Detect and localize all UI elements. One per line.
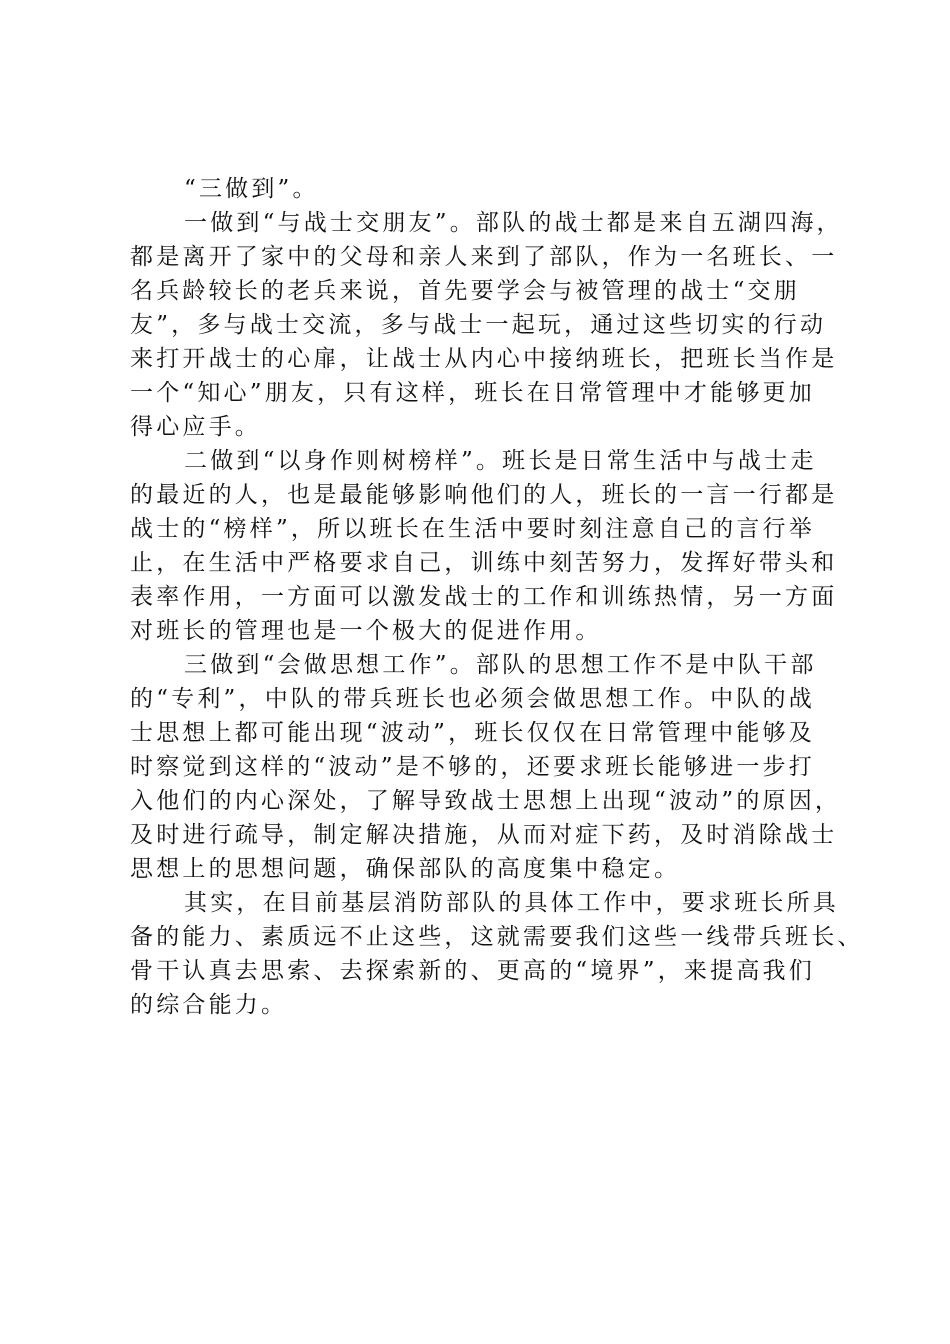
- text-line: 对班长的管理也是一个极大的促进作用。: [130, 618, 602, 644]
- text-line: 表率作用，一方面可以激发战士的工作和训练热情，另一方面: [130, 584, 838, 610]
- document-body: [130, 172, 864, 1022]
- text-line: 都是离开了家中的父母和亲人来到了部队，作为一名班长、一: [130, 244, 838, 270]
- text-line: 战士的“榜样”，所以班长在生活中要时刻注意自己的言行举: [130, 516, 815, 542]
- text-line: 名兵龄较长的老兵来说，首先要学会与被管理的战士“交朋: [130, 278, 800, 304]
- paragraph-second-point: [130, 444, 838, 648]
- text-line: 止，在生活中严格要求自己，训练中刻苦努力，发挥好带头和: [130, 550, 838, 576]
- text-line: 的最近的人，也是最能够影响他们的人，班长的一言一行都是: [130, 482, 838, 508]
- paragraph-conclusion: [130, 886, 864, 1022]
- text-line: 的“专利”，中队的带兵班长也必须会做思想工作。中队的战: [130, 686, 815, 712]
- text-line: 友”，多与战士交流，多与战士一起玩，通过这些切实的行动: [130, 312, 827, 338]
- paragraph-intro: [130, 172, 830, 206]
- paragraph-third-point: [130, 648, 842, 886]
- text-line: 骨干认真去思索、去探索新的、更高的“境界”，来提高我们: [130, 958, 815, 984]
- text-line: 备的能力、素质远不止这些，这就需要我们这些一线带兵班长、: [130, 924, 864, 950]
- text-line: 的综合能力。: [130, 992, 288, 1018]
- text-line: “三做到”。: [184, 176, 319, 202]
- text-line: 三做到“会做思想工作”。部队的思想工作不是中队干部: [184, 652, 817, 678]
- text-line: 二做到“以身作则树榜样”。班长是日常生活中与战士走: [184, 448, 817, 474]
- paragraph-first-point: [130, 206, 843, 444]
- text-line: 时察觉到这样的“波动”是不够的，还要求班长能够进一步打: [130, 754, 815, 780]
- text-line: 其实，在目前基层消防部队的具体工作中，要求班长所具: [184, 890, 839, 916]
- text-line: 思想上的思想问题，确保部队的高度集中稳定。: [130, 856, 681, 882]
- text-line: 及时进行疏导，制定解决措施，从而对症下药，及时消除战士: [130, 822, 838, 848]
- text-line: 来打开战士的心扉，让战士从内心中接纳班长，把班长当作是: [130, 346, 838, 372]
- text-line: 一做到“与战士交朋友”。部队的战士都是来自五湖四海，: [184, 210, 843, 236]
- text-line: 士思想上都可能出现“波动”，班长仅仅在日常管理中能够及: [130, 720, 815, 746]
- text-line: 得心应手。: [130, 414, 261, 440]
- text-line: 一个“知心”朋友，只有这样，班长在日常管理中才能够更加: [130, 380, 815, 406]
- text-line: 入他们的内心深处，了解导致战士思想上出现“波动”的原因，: [130, 788, 842, 814]
